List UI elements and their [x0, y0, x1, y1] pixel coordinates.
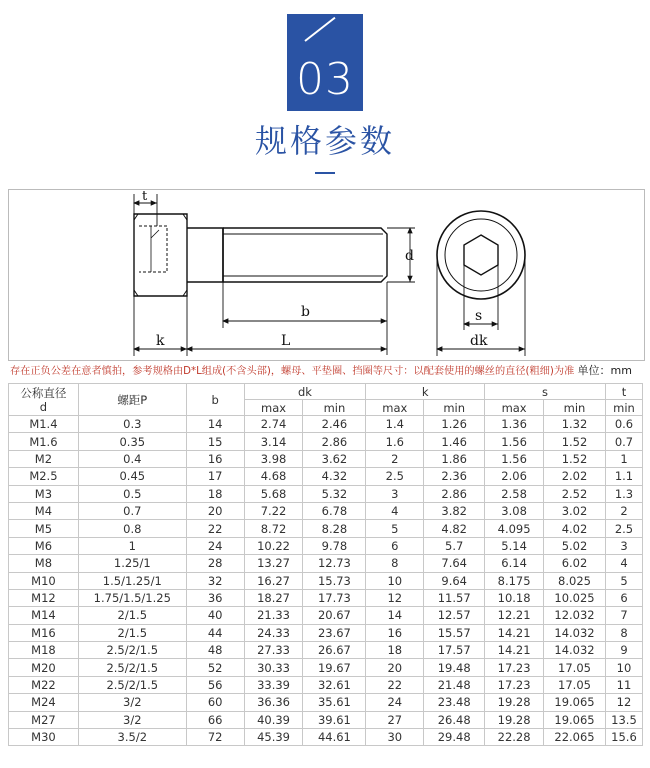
label-k: k — [156, 333, 165, 349]
table-row — [9, 468, 643, 485]
cell-s-min: 17.05 — [544, 659, 606, 676]
header-pitch: 螺距P — [78, 384, 186, 416]
cell-diameter: M10 — [9, 572, 79, 589]
screw-diagram — [8, 189, 645, 361]
screw-end-view — [437, 211, 525, 299]
cell-k-min: 19.48 — [424, 659, 485, 676]
table-row — [9, 729, 643, 746]
cell-pitch: 0.8 — [78, 520, 186, 537]
header-nominal-line1: 公称直径 — [20, 385, 67, 400]
cell-diameter: M2 — [9, 450, 79, 467]
cell-k-max: 22 — [366, 676, 424, 693]
cell-k-min: 11.57 — [424, 589, 485, 606]
header-s-max: max — [485, 400, 544, 416]
cell-k-max: 8 — [366, 555, 424, 572]
cell-t-min: 6 — [605, 589, 642, 606]
cell-b: 52 — [186, 659, 244, 676]
cell-dk-max: 33.39 — [244, 676, 303, 693]
label-t: t — [142, 190, 148, 204]
cell-k-max: 5 — [366, 520, 424, 537]
header-dk-min: min — [303, 400, 366, 416]
cell-diameter: M14 — [9, 607, 79, 624]
cell-s-min: 6.02 — [544, 555, 606, 572]
cell-k-max: 12 — [366, 589, 424, 606]
cell-t-min: 1.3 — [605, 485, 642, 502]
cell-t-min: 0.7 — [605, 433, 642, 450]
cell-dk-max: 3.14 — [244, 433, 303, 450]
cell-pitch: 2.5/2/1.5 — [78, 676, 186, 693]
cell-dk-max: 10.22 — [244, 537, 303, 554]
cell-dk-max: 8.72 — [244, 520, 303, 537]
header-k-max: max — [366, 400, 424, 416]
cell-b: 20 — [186, 502, 244, 519]
cell-dk-min: 3.62 — [303, 450, 366, 467]
cell-pitch: 2/1.5 — [78, 624, 186, 641]
cell-s-max: 17.23 — [485, 676, 544, 693]
header-t: t — [605, 384, 642, 400]
cell-k-min: 2.86 — [424, 485, 485, 502]
table-row — [9, 589, 643, 606]
cell-dk-min: 12.73 — [303, 555, 366, 572]
table-row — [9, 676, 643, 693]
cell-k-min: 15.57 — [424, 624, 485, 641]
cell-k-min: 3.82 — [424, 502, 485, 519]
cell-s-max: 14.21 — [485, 624, 544, 641]
cell-s-max: 2.06 — [485, 468, 544, 485]
cell-diameter: M27 — [9, 711, 79, 728]
cell-pitch: 2/1.5 — [78, 607, 186, 624]
cell-dk-max: 21.33 — [244, 607, 303, 624]
cell-diameter: M1.4 — [9, 416, 79, 433]
cell-diameter: M1.6 — [9, 433, 79, 450]
cell-t-min: 5 — [605, 572, 642, 589]
cell-k-min: 23.48 — [424, 694, 485, 711]
cell-s-min: 14.032 — [544, 624, 606, 641]
cell-t-min: 3 — [605, 537, 642, 554]
table-row — [9, 642, 643, 659]
cell-s-min: 2.02 — [544, 468, 606, 485]
cell-dk-max: 45.39 — [244, 729, 303, 746]
table-row — [9, 624, 643, 641]
cell-s-max: 14.21 — [485, 642, 544, 659]
label-b: b — [301, 304, 310, 320]
cell-b: 48 — [186, 642, 244, 659]
table-row — [9, 433, 643, 450]
header-s-min: min — [544, 400, 606, 416]
cell-dk-max: 3.98 — [244, 450, 303, 467]
cell-k-min: 2.36 — [424, 468, 485, 485]
cell-k-min: 9.64 — [424, 572, 485, 589]
cell-s-min: 2.52 — [544, 485, 606, 502]
cell-k-min: 21.48 — [424, 676, 485, 693]
header-dk-max: max — [244, 400, 303, 416]
cell-k-max: 4 — [366, 502, 424, 519]
cell-k-max: 20 — [366, 659, 424, 676]
cell-s-max: 10.18 — [485, 589, 544, 606]
cell-k-max: 14 — [366, 607, 424, 624]
cell-pitch: 0.45 — [78, 468, 186, 485]
cell-pitch: 0.5 — [78, 485, 186, 502]
cell-diameter: M6 — [9, 537, 79, 554]
cell-k-min: 29.48 — [424, 729, 485, 746]
cell-s-min: 1.32 — [544, 416, 606, 433]
cell-dk-max: 5.68 — [244, 485, 303, 502]
screw-drawing — [9, 190, 644, 360]
cell-t-min: 2 — [605, 502, 642, 519]
cell-dk-min: 17.73 — [303, 589, 366, 606]
cell-s-max: 19.28 — [485, 694, 544, 711]
cell-dk-min: 2.86 — [303, 433, 366, 450]
cell-s-max: 1.56 — [485, 450, 544, 467]
cell-s-min: 17.05 — [544, 676, 606, 693]
cell-k-max: 30 — [366, 729, 424, 746]
cell-pitch: 1.75/1.5/1.25 — [78, 589, 186, 606]
cell-s-min: 1.52 — [544, 450, 606, 467]
cell-k-max: 2.5 — [366, 468, 424, 485]
cell-b: 14 — [186, 416, 244, 433]
cell-pitch: 0.3 — [78, 416, 186, 433]
cell-t-min: 1.1 — [605, 468, 642, 485]
cell-dk-min: 15.73 — [303, 572, 366, 589]
cell-dk-max: 24.33 — [244, 624, 303, 641]
cell-dk-min: 6.78 — [303, 502, 366, 519]
cell-s-min: 5.02 — [544, 537, 606, 554]
table-row — [9, 416, 643, 433]
header-b: b — [186, 384, 244, 416]
cell-t-min: 2.5 — [605, 520, 642, 537]
cell-dk-max: 36.36 — [244, 694, 303, 711]
cell-b: 28 — [186, 555, 244, 572]
cell-diameter: M24 — [9, 694, 79, 711]
cell-s-max: 12.21 — [485, 607, 544, 624]
cell-t-min: 12 — [605, 694, 642, 711]
slash-decoration — [304, 17, 335, 42]
cell-t-min: 11 — [605, 676, 642, 693]
cell-k-max: 10 — [366, 572, 424, 589]
cell-diameter: M22 — [9, 676, 79, 693]
cell-dk-max: 7.22 — [244, 502, 303, 519]
cell-diameter: M30 — [9, 729, 79, 746]
cell-t-min: 15.6 — [605, 729, 642, 746]
table-row — [9, 607, 643, 624]
cell-diameter: M4 — [9, 502, 79, 519]
cell-k-max: 1.4 — [366, 416, 424, 433]
cell-dk-max: 2.74 — [244, 416, 303, 433]
table-row — [9, 450, 643, 467]
cell-s-min: 19.065 — [544, 711, 606, 728]
cell-diameter: M18 — [9, 642, 79, 659]
cell-dk-min: 9.78 — [303, 537, 366, 554]
cell-b: 15 — [186, 433, 244, 450]
cell-diameter: M20 — [9, 659, 79, 676]
table-row — [9, 520, 643, 537]
cell-k-min: 12.57 — [424, 607, 485, 624]
cell-dk-min: 2.46 — [303, 416, 366, 433]
header-nominal-diameter — [9, 384, 79, 416]
cell-k-min: 7.64 — [424, 555, 485, 572]
cell-k-max: 16 — [366, 624, 424, 641]
unit-label: 单位：mm — [577, 364, 632, 377]
cell-t-min: 4 — [605, 555, 642, 572]
cell-k-min: 17.57 — [424, 642, 485, 659]
cell-diameter: M5 — [9, 520, 79, 537]
table-row — [9, 555, 643, 572]
cell-s-max: 6.14 — [485, 555, 544, 572]
cell-s-max: 17.23 — [485, 659, 544, 676]
cell-s-min: 19.065 — [544, 694, 606, 711]
label-L: L — [281, 333, 291, 349]
cell-b: 60 — [186, 694, 244, 711]
cell-diameter: M12 — [9, 589, 79, 606]
cell-b: 16 — [186, 450, 244, 467]
cell-k-min: 26.48 — [424, 711, 485, 728]
cell-b: 24 — [186, 537, 244, 554]
cell-k-min: 1.26 — [424, 416, 485, 433]
cell-b: 72 — [186, 729, 244, 746]
cell-b: 56 — [186, 676, 244, 693]
table-row — [9, 537, 643, 554]
cell-k-max: 3 — [366, 485, 424, 502]
cell-s-min: 22.065 — [544, 729, 606, 746]
cell-pitch: 1.25/1 — [78, 555, 186, 572]
header-k: k — [366, 384, 485, 400]
cell-pitch: 0.7 — [78, 502, 186, 519]
cell-s-min: 4.02 — [544, 520, 606, 537]
cell-s-min: 8.025 — [544, 572, 606, 589]
cell-dk-max: 13.27 — [244, 555, 303, 572]
cell-dk-max: 16.27 — [244, 572, 303, 589]
header-k-min: min — [424, 400, 485, 416]
spec-note — [10, 362, 644, 378]
cell-b: 17 — [186, 468, 244, 485]
cell-pitch: 3.5/2 — [78, 729, 186, 746]
cell-k-max: 24 — [366, 694, 424, 711]
cell-diameter: M8 — [9, 555, 79, 572]
cell-k-min: 4.82 — [424, 520, 485, 537]
cell-b: 18 — [186, 485, 244, 502]
cell-pitch: 1 — [78, 537, 186, 554]
cell-s-max: 2.58 — [485, 485, 544, 502]
cell-k-max: 27 — [366, 711, 424, 728]
cell-dk-min: 4.32 — [303, 468, 366, 485]
cell-diameter: M16 — [9, 624, 79, 641]
cell-pitch: 2.5/2/1.5 — [78, 642, 186, 659]
header-t-min: min — [605, 400, 642, 416]
cell-s-max: 1.36 — [485, 416, 544, 433]
table-row — [9, 572, 643, 589]
cell-t-min: 8 — [605, 624, 642, 641]
section-title: 规格参数 — [254, 122, 395, 160]
table-row — [9, 485, 643, 502]
cell-k-min: 5.7 — [424, 537, 485, 554]
cell-s-min: 12.032 — [544, 607, 606, 624]
spec-table-body — [9, 416, 643, 746]
cell-pitch: 0.35 — [78, 433, 186, 450]
cell-dk-min: 26.67 — [303, 642, 366, 659]
cell-s-max: 1.56 — [485, 433, 544, 450]
cell-dk-min: 39.61 — [303, 711, 366, 728]
cell-dk-min: 20.67 — [303, 607, 366, 624]
cell-dk-min: 23.67 — [303, 624, 366, 641]
title-underline — [315, 172, 335, 174]
label-d: d — [405, 248, 414, 264]
cell-dk-max: 40.39 — [244, 711, 303, 728]
cell-dk-min: 5.32 — [303, 485, 366, 502]
cell-dk-min: 19.67 — [303, 659, 366, 676]
cell-s-min: 1.52 — [544, 433, 606, 450]
cell-dk-max: 4.68 — [244, 468, 303, 485]
label-s: s — [475, 308, 483, 324]
cell-t-min: 9 — [605, 642, 642, 659]
header-dk: dk — [244, 384, 366, 400]
cell-s-min: 10.025 — [544, 589, 606, 606]
header-nominal-line2: d — [39, 399, 48, 414]
cell-k-min: 1.46 — [424, 433, 485, 450]
cell-dk-min: 32.61 — [303, 676, 366, 693]
cell-s-min: 3.02 — [544, 502, 606, 519]
cell-dk-max: 30.33 — [244, 659, 303, 676]
cell-dk-max: 27.33 — [244, 642, 303, 659]
cell-t-min: 13.5 — [605, 711, 642, 728]
cell-pitch: 0.4 — [78, 450, 186, 467]
cell-s-max: 22.28 — [485, 729, 544, 746]
cell-dk-max: 18.27 — [244, 589, 303, 606]
cell-pitch: 1.5/1.25/1 — [78, 572, 186, 589]
table-row — [9, 659, 643, 676]
dim-k-L — [134, 296, 387, 356]
cell-s-max: 5.14 — [485, 537, 544, 554]
cell-s-max: 4.095 — [485, 520, 544, 537]
cell-k-max: 18 — [366, 642, 424, 659]
cell-k-max: 6 — [366, 537, 424, 554]
cell-s-max: 8.175 — [485, 572, 544, 589]
cell-b: 22 — [186, 520, 244, 537]
cell-k-max: 2 — [366, 450, 424, 467]
cell-b: 44 — [186, 624, 244, 641]
cell-dk-min: 8.28 — [303, 520, 366, 537]
table-row — [9, 711, 643, 728]
cell-b: 40 — [186, 607, 244, 624]
cell-b: 32 — [186, 572, 244, 589]
cell-diameter: M2.5 — [9, 468, 79, 485]
screw-side-view — [134, 214, 387, 296]
cell-s-min: 14.032 — [544, 642, 606, 659]
cell-t-min: 1 — [605, 450, 642, 467]
cell-dk-min: 35.61 — [303, 694, 366, 711]
section-number: 03 — [296, 54, 354, 105]
note-text: 存在正负公差在意者慎拍，参考规格由D*L组成(不含头部)，螺母、平垫圈、挡圈等尺寸：以配套使用的螺丝的直径(粗细)为准 — [10, 366, 575, 377]
table-row — [9, 502, 643, 519]
cell-k-max: 1.6 — [366, 433, 424, 450]
cell-s-max: 3.08 — [485, 502, 544, 519]
cell-t-min: 7 — [605, 607, 642, 624]
header-s: s — [485, 384, 606, 400]
cell-s-max: 19.28 — [485, 711, 544, 728]
cell-k-min: 1.86 — [424, 450, 485, 467]
cell-pitch: 2.5/2/1.5 — [78, 659, 186, 676]
cell-t-min: 0.6 — [605, 416, 642, 433]
cell-pitch: 3/2 — [78, 711, 186, 728]
cell-b: 36 — [186, 589, 244, 606]
label-dk: dk — [470, 333, 488, 349]
cell-t-min: 10 — [605, 659, 642, 676]
section-number-badge — [287, 14, 363, 111]
cell-diameter: M3 — [9, 485, 79, 502]
cell-dk-min: 44.61 — [303, 729, 366, 746]
table-row — [9, 694, 643, 711]
spec-table — [8, 383, 643, 746]
cell-b: 66 — [186, 711, 244, 728]
cell-pitch: 3/2 — [78, 694, 186, 711]
